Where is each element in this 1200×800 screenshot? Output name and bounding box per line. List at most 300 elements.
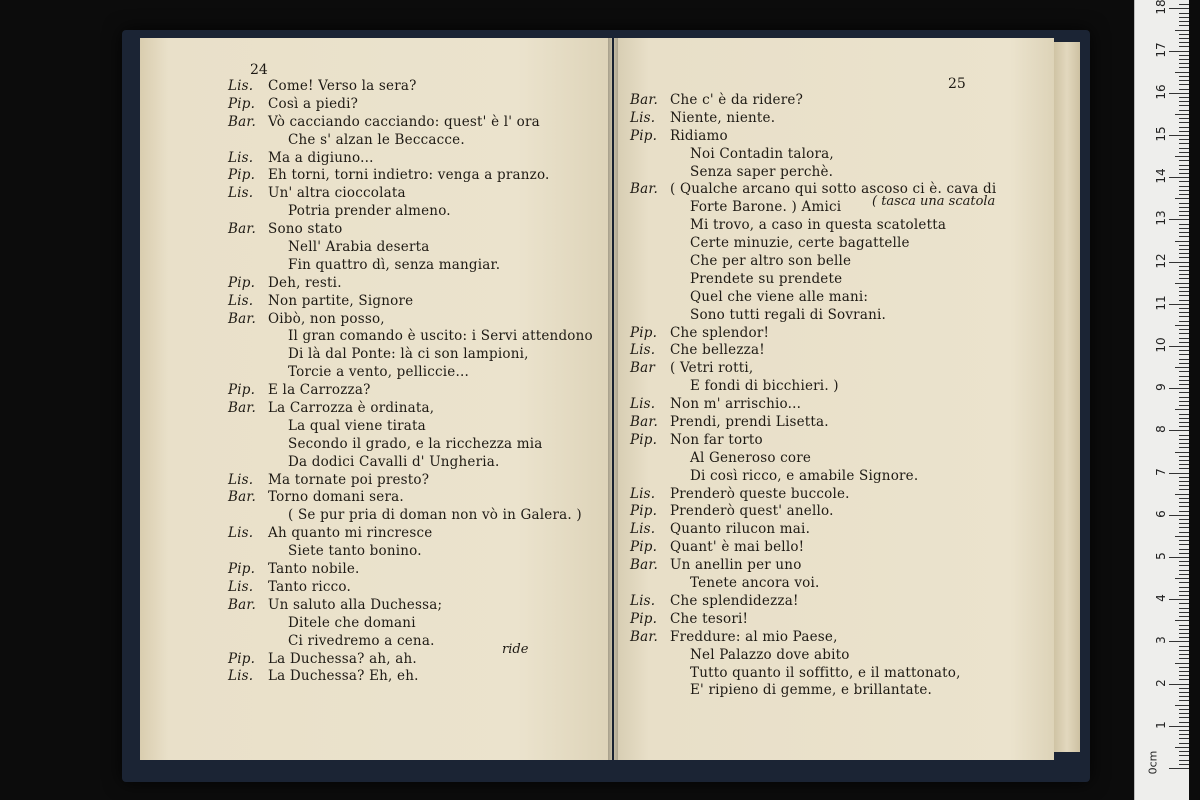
ruler-tick	[1179, 80, 1189, 81]
ruler-tick	[1179, 287, 1189, 288]
ruler-tick	[1175, 325, 1189, 326]
text-line	[228, 311, 593, 329]
ruler-tick	[1179, 523, 1189, 524]
ruler-tick	[1169, 8, 1189, 9]
line-text: Freddure: al mio Paese,	[670, 628, 838, 645]
ruler-tick	[1179, 658, 1189, 659]
ruler-tick	[1179, 253, 1189, 254]
ruler-tick	[1179, 477, 1189, 478]
page-edges	[1054, 42, 1080, 752]
ruler-tick	[1179, 722, 1189, 723]
line-text: Senza saper perchè.	[690, 163, 834, 180]
ruler-tick	[1179, 405, 1189, 406]
text-line	[228, 78, 593, 96]
line-text: Noi Contadin talora,	[690, 145, 834, 162]
ruler-tick	[1179, 76, 1189, 77]
ruler-tick	[1179, 118, 1189, 119]
speaker-label: Bar.	[228, 596, 257, 613]
speaker-label: Lis.	[630, 592, 656, 609]
line-text: Sono tutti regali di Sovrani.	[690, 306, 886, 323]
speaker-label: Pip.	[630, 503, 658, 520]
ruler-tick	[1179, 532, 1189, 533]
line-text: Torno domani sera.	[268, 489, 404, 506]
ruler-tick	[1179, 342, 1189, 343]
ruler-tick	[1179, 502, 1189, 503]
ruler-tick	[1169, 262, 1189, 263]
ruler-tick	[1179, 143, 1189, 144]
ruler-number: 14	[1154, 168, 1168, 184]
line-text: Da dodici Cavalli d' Ungheria.	[288, 453, 500, 470]
speaker-label: Lis.	[228, 578, 254, 595]
ruler-tick	[1179, 734, 1189, 735]
line-text: Non m' arrischio...	[670, 396, 802, 413]
ruler-tick	[1169, 177, 1189, 178]
line-text: Nell' Arabia deserta	[288, 239, 430, 256]
ruler-tick	[1179, 338, 1189, 339]
ruler-tick	[1179, 203, 1189, 204]
ruler-tick	[1179, 333, 1189, 334]
ruler-number: 7	[1154, 467, 1168, 476]
ruler-tick	[1179, 295, 1189, 296]
line-text: Certe minuzie, certe bagattelle	[690, 235, 910, 252]
line-text: Che per altro son belle	[690, 253, 852, 270]
ruler-number: 9	[1154, 383, 1168, 392]
right-page-text	[630, 92, 996, 700]
speaker-label: Lis.	[228, 185, 254, 202]
line-text: Che tesori!	[670, 610, 749, 627]
text-line	[228, 579, 593, 597]
text-line	[630, 378, 996, 396]
text-line	[228, 221, 593, 239]
ruler-tick	[1179, 565, 1189, 566]
ruler-tick	[1179, 426, 1189, 427]
ruler-tick	[1179, 291, 1189, 292]
line-text: Quant' è mai bello!	[670, 539, 805, 556]
text-line	[228, 203, 593, 221]
ruler-tick	[1175, 198, 1189, 199]
speaker-label: Bar.	[630, 557, 659, 574]
ruler-tick	[1179, 755, 1189, 756]
text-line	[228, 328, 593, 346]
ruler-number: 17	[1154, 41, 1168, 58]
speaker-label: Pip.	[630, 539, 658, 556]
line-text: Che bellezza!	[670, 342, 765, 359]
left-page-text	[228, 78, 593, 686]
ruler-tick	[1179, 506, 1189, 507]
ruler-tick	[1169, 515, 1189, 516]
ruler-tick	[1175, 747, 1189, 748]
speaker-label: Lis.	[630, 396, 656, 413]
line-text: Secondo il grado, e la ricchezza mia	[288, 435, 543, 452]
ruler-tick	[1169, 599, 1189, 600]
text-line	[630, 593, 996, 611]
ruler-number: 8	[1154, 425, 1168, 434]
ruler-tick	[1169, 135, 1189, 136]
ruler-tick	[1179, 688, 1189, 689]
ruler-tick	[1179, 84, 1189, 85]
ruler-tick	[1179, 582, 1189, 583]
text-line	[228, 418, 593, 436]
ruler-tick	[1179, 570, 1189, 571]
right-page	[614, 38, 1054, 760]
ruler-tick	[1179, 181, 1189, 182]
ruler-tick	[1179, 519, 1189, 520]
ruler-tick	[1179, 603, 1189, 604]
ruler-tick	[1179, 13, 1189, 14]
ruler-tick	[1179, 363, 1189, 364]
ruler-number: 16	[1154, 84, 1168, 100]
text-line	[630, 342, 996, 360]
book-gutter	[608, 38, 618, 760]
ruler-tick	[1179, 312, 1189, 313]
ruler-tick	[1179, 278, 1189, 279]
ruler-tick	[1179, 760, 1189, 761]
line-text: Ridiamo	[670, 127, 728, 144]
text-line	[630, 253, 996, 271]
ruler-tick	[1179, 207, 1189, 208]
line-text: La Duchessa? ah, ah.	[268, 650, 417, 667]
text-line	[228, 150, 593, 168]
line-text: Forte Barone. ) Amici	[690, 199, 842, 216]
line-text: Prendi, prendi Lisetta.	[670, 414, 829, 431]
ruler-tick	[1169, 641, 1189, 642]
ruler-number: 15	[1154, 126, 1168, 142]
ruler-tick	[1179, 211, 1189, 212]
ruler-tick	[1169, 726, 1189, 727]
line-text: Non partite, Signore	[268, 292, 414, 309]
text-line	[228, 525, 593, 543]
ruler-tick	[1179, 730, 1189, 731]
speaker-label: Lis.	[228, 149, 254, 166]
ruler-tick	[1175, 156, 1189, 157]
ruler-tick	[1179, 481, 1189, 482]
text-line	[630, 450, 996, 468]
text-line	[228, 561, 593, 579]
text-line	[630, 289, 996, 307]
ruler-tick	[1179, 257, 1189, 258]
ruler-tick	[1179, 316, 1189, 317]
text-line	[630, 682, 996, 700]
ruler-tick	[1179, 38, 1189, 39]
text-line	[228, 132, 593, 150]
line-text: Deh, resti.	[268, 274, 342, 291]
text-line	[228, 454, 593, 472]
ruler-tick	[1175, 705, 1189, 706]
ruler-tick	[1179, 650, 1189, 651]
line-text: Mi trovo, a caso in questa scatoletta	[690, 217, 947, 234]
text-line	[228, 364, 593, 382]
ruler-tick	[1179, 169, 1189, 170]
text-line	[630, 235, 996, 253]
ruler-tick	[1179, 527, 1189, 528]
line-text: Vò cacciando cacciando: quest' è l' ora	[268, 113, 540, 130]
left-page-number: 24	[250, 62, 268, 78]
left-stage-note: ride	[502, 642, 529, 657]
ruler-tick	[1179, 646, 1189, 647]
ruler-tick	[1179, 612, 1189, 613]
ruler-tick	[1179, 464, 1189, 465]
text-line	[630, 164, 996, 182]
line-text: E fondi di bicchieri. )	[690, 378, 839, 395]
ruler-tick	[1179, 186, 1189, 187]
text-line	[228, 96, 593, 114]
ruler-tick	[1179, 152, 1189, 153]
line-text: Niente, niente.	[670, 109, 776, 126]
text-line	[228, 400, 593, 418]
ruler-tick	[1175, 409, 1189, 410]
ruler-tick	[1179, 122, 1189, 123]
ruler-number: 3	[1154, 636, 1168, 645]
ruler-number: 13	[1154, 210, 1168, 227]
ruler-tick	[1175, 241, 1189, 242]
ruler-tick	[1179, 751, 1189, 752]
text-line	[630, 486, 996, 504]
ruler-tick	[1179, 321, 1189, 322]
text-line	[630, 128, 996, 146]
ruler-tick	[1179, 591, 1189, 592]
ruler-tick	[1179, 376, 1189, 377]
ruler-tick	[1179, 194, 1189, 195]
line-text: Il gran comando è uscito: i Servi attendono	[288, 328, 593, 345]
speaker-label: Bar.	[228, 221, 257, 238]
line-text: La Duchessa? Eh, eh.	[268, 668, 419, 685]
speaker-label: Bar.	[228, 400, 257, 417]
text-line	[228, 615, 593, 633]
ruler-number: 10	[1154, 337, 1168, 353]
text-line	[228, 382, 593, 400]
ruler-tick	[1179, 675, 1189, 676]
ruler-tick	[1179, 89, 1189, 90]
text-line	[228, 668, 593, 686]
speaker-label: Pip.	[630, 610, 658, 627]
ruler-tick	[1179, 139, 1189, 140]
ruler-tick	[1179, 245, 1189, 246]
ruler-tick	[1169, 768, 1189, 769]
ruler-tick	[1179, 371, 1189, 372]
speaker-label: Pip.	[228, 650, 256, 667]
ruler-tick	[1179, 439, 1189, 440]
ruler-tick	[1179, 397, 1189, 398]
ruler-tick	[1179, 249, 1189, 250]
line-text: E' ripieno di gemme, e brillantate.	[690, 682, 932, 699]
ruler-tick	[1179, 692, 1189, 693]
line-text: ( Vetri rotti,	[670, 360, 754, 377]
ruler-tick	[1179, 456, 1189, 457]
line-text: Ci rivedremo a cena.	[288, 632, 435, 649]
ruler-tick	[1175, 283, 1189, 284]
ruler-tick	[1179, 468, 1189, 469]
right-stage-note: ( tasca una scatola	[872, 194, 996, 209]
text-line	[228, 293, 593, 311]
ruler-tick	[1179, 224, 1189, 225]
line-text: Quel che viene alle mani:	[690, 288, 869, 305]
line-text: Al Generoso core	[690, 449, 812, 466]
ruler-tick	[1179, 190, 1189, 191]
ruler-tick	[1179, 63, 1189, 64]
text-line	[228, 597, 593, 615]
text-line	[630, 110, 996, 128]
ruler-tick	[1179, 300, 1189, 301]
ruler-tick	[1169, 93, 1189, 94]
ruler-tick	[1179, 629, 1189, 630]
ruler-tick	[1179, 443, 1189, 444]
ruler-tick	[1179, 696, 1189, 697]
ruler-tick	[1179, 17, 1189, 18]
ruler-tick	[1175, 536, 1189, 537]
ruler-tick	[1179, 671, 1189, 672]
ruler-tick	[1179, 97, 1189, 98]
ruler-tick	[1179, 587, 1189, 588]
text-line	[630, 271, 996, 289]
speaker-label: Lis.	[228, 292, 254, 309]
speaker-label: Lis.	[228, 78, 254, 94]
ruler-tick	[1179, 359, 1189, 360]
text-line	[228, 257, 593, 275]
line-text: Nel Palazzo dove abito	[690, 646, 850, 663]
text-line	[630, 521, 996, 539]
ruler-tick	[1179, 608, 1189, 609]
line-text: Di là dal Ponte: là ci son lampioni,	[288, 346, 529, 363]
line-text: Tutto quanto il soffitto, e il mattonato,	[690, 664, 961, 681]
line-text: Tenete ancora voi.	[690, 575, 820, 592]
ruler-tick	[1169, 557, 1189, 558]
speaker-label: Lis.	[630, 485, 656, 502]
line-text: Che s' alzan le Beccacce.	[288, 131, 465, 148]
ruler-tick	[1179, 595, 1189, 596]
ruler-number: 5	[1154, 552, 1168, 560]
speaker-label: Lis.	[630, 109, 656, 126]
speaker-label: Lis.	[228, 525, 254, 542]
text-line	[630, 503, 996, 521]
speaker-label: Pip.	[630, 431, 658, 448]
text-line	[630, 307, 996, 325]
ruler-tick	[1175, 494, 1189, 495]
ruler-tick	[1179, 160, 1189, 161]
speaker-label: Bar.	[630, 92, 659, 108]
line-text: Sono stato	[268, 221, 343, 238]
ruler-tick	[1179, 105, 1189, 106]
ruler-tick	[1175, 578, 1189, 579]
line-text: Prenderò queste buccole.	[670, 485, 850, 502]
ruler-tick	[1179, 34, 1189, 35]
line-text: Un anellin per uno	[670, 557, 802, 574]
text-line	[228, 472, 593, 490]
ruler-tick	[1179, 274, 1189, 275]
text-line	[630, 360, 996, 378]
text-line	[228, 185, 593, 203]
speaker-label: Pip.	[630, 127, 658, 144]
speaker-label: Bar.	[630, 181, 659, 198]
ruler-tick	[1169, 684, 1189, 685]
text-line	[630, 325, 996, 343]
line-text: Prenderò quest' anello.	[670, 503, 834, 520]
ruler-tick	[1169, 388, 1189, 389]
speaker-label: Lis.	[630, 521, 656, 538]
ruler-tick	[1179, 215, 1189, 216]
speaker-label: Pip.	[228, 382, 256, 399]
text-line	[228, 436, 593, 454]
ruler-tick	[1179, 266, 1189, 267]
ruler-tick	[1179, 540, 1189, 541]
line-text: La qual viene tirata	[288, 417, 426, 434]
ruler-tick	[1175, 663, 1189, 664]
speaker-label: Pip.	[228, 274, 256, 291]
line-text: Tanto ricco.	[268, 578, 352, 595]
speaker-label: Pip.	[228, 95, 256, 112]
ruler-tick	[1179, 148, 1189, 149]
ruler-tick	[1179, 173, 1189, 174]
ruler-tick	[1169, 473, 1189, 474]
ruler-tick	[1179, 232, 1189, 233]
ruler-tick	[1175, 30, 1189, 31]
ruler-number: 12	[1154, 252, 1168, 269]
ruler-tick	[1179, 498, 1189, 499]
speaker-label: Lis.	[228, 668, 254, 685]
line-text: ( Se pur pria di doman non vò in Galera. )	[288, 507, 582, 524]
line-text: Prendete su prendete	[690, 270, 843, 287]
ruler-tick	[1179, 4, 1189, 5]
ruler-tick	[1179, 55, 1189, 56]
ruler-tick	[1179, 447, 1189, 448]
line-text: Quanto rilucon mai.	[670, 521, 811, 538]
ruler-tick	[1179, 637, 1189, 638]
text-line	[630, 629, 996, 647]
ruler-tick	[1179, 21, 1189, 22]
text-line	[630, 575, 996, 593]
speaker-label: Lis.	[228, 471, 254, 488]
line-text: Fin quattro dì, senza mangiar.	[288, 256, 501, 273]
line-text: Tanto nobile.	[268, 561, 360, 578]
left-page	[140, 38, 612, 760]
ruler-tick	[1179, 25, 1189, 26]
ruler-tick	[1179, 131, 1189, 132]
ruler-tick	[1179, 236, 1189, 237]
speaker-label: Lis.	[630, 342, 656, 359]
ruler-tick	[1179, 713, 1189, 714]
ruler-tick	[1179, 401, 1189, 402]
text-line	[228, 489, 593, 507]
ruler-tick	[1179, 616, 1189, 617]
ruler-number: 2	[1154, 678, 1168, 687]
ruler-tick	[1179, 561, 1189, 562]
line-text: Oibò, non posso,	[268, 310, 385, 327]
ruler-tick	[1179, 460, 1189, 461]
ruler-tick	[1179, 435, 1189, 436]
line-text: Ditele che domani	[288, 614, 416, 631]
ruler-tick	[1179, 485, 1189, 486]
ruler-tick	[1179, 489, 1189, 490]
line-text: Potria prender almeno.	[288, 203, 451, 220]
ruler-tick	[1175, 72, 1189, 73]
ruler-tick	[1175, 114, 1189, 115]
ruler-tick	[1179, 700, 1189, 701]
line-text: Che c' è da ridere?	[670, 92, 804, 108]
text-line	[630, 557, 996, 575]
ruler-number: 1	[1154, 720, 1168, 729]
ruler-tick	[1169, 219, 1189, 220]
text-line	[228, 167, 593, 185]
speaker-label: Bar.	[630, 414, 659, 431]
ruler-tick	[1179, 308, 1189, 309]
ruler-tick	[1179, 380, 1189, 381]
ruler-tick	[1179, 667, 1189, 668]
speaker-label: Bar.	[228, 310, 257, 327]
speaker-label: Pip.	[228, 561, 256, 578]
line-text: Siete tanto bonino.	[288, 543, 422, 560]
ruler-tick	[1179, 127, 1189, 128]
ruler-tick	[1175, 452, 1189, 453]
ruler-tick	[1179, 574, 1189, 575]
